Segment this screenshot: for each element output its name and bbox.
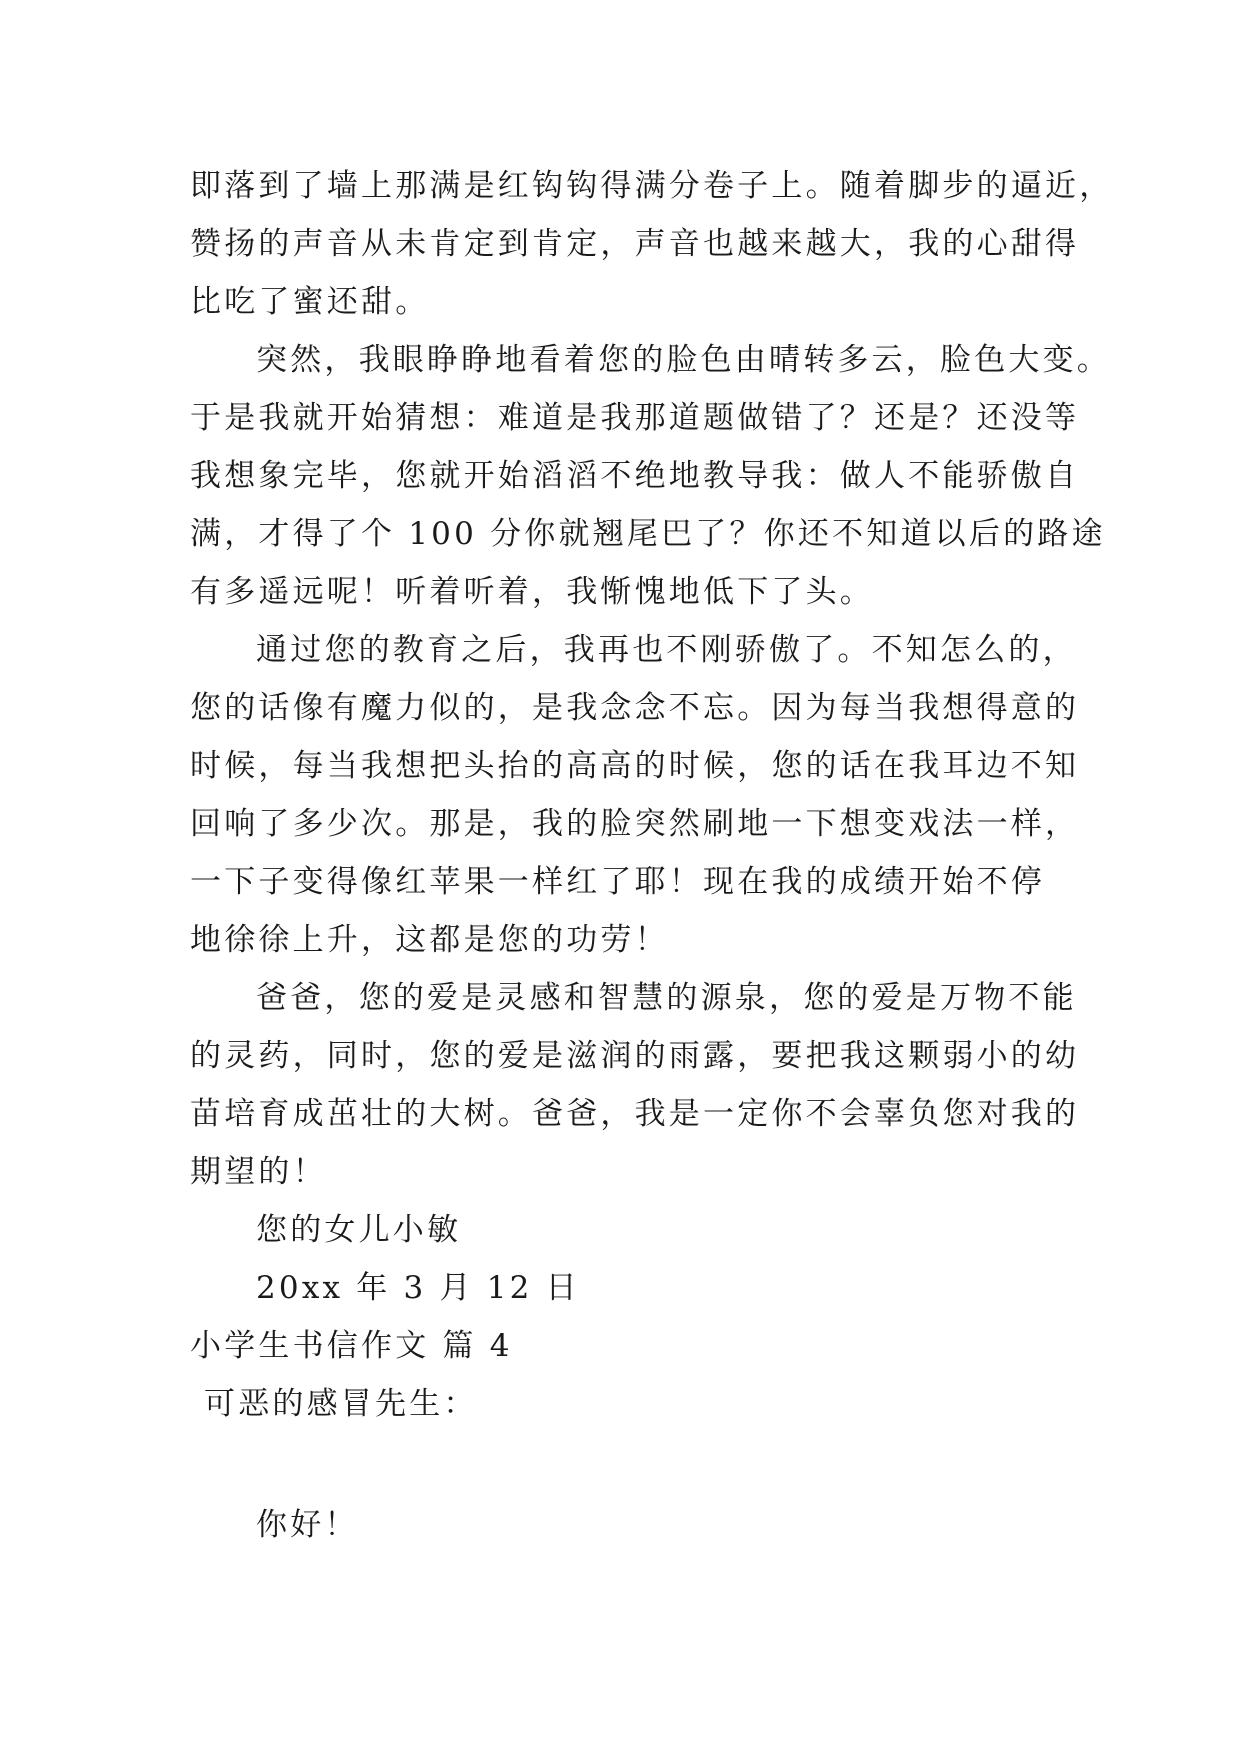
greeting: 你好！ [256, 1507, 359, 1543]
salutation: 可恶的感冒先生： [204, 1386, 478, 1422]
text-line: 时候，每当我想把头抬的高高的时候，您的话在我耳边不知 [190, 748, 1080, 784]
signature: 您的女儿小敏 [256, 1212, 462, 1248]
text-line: 我想象完毕，您就开始滔滔不绝地教导我：做人不能骄傲自 [190, 458, 1080, 494]
paragraph-start-line: 突然，我眼睁睁地看着您的脸色由晴转多云，脸色大变。 [256, 342, 1111, 378]
text-line: 地徐徐上升，这都是您的功劳！ [190, 922, 669, 958]
text-line: 您的话像有魔力似的，是我念念不忘。因为每当我想得意的 [190, 690, 1080, 726]
text-line: 于是我就开始猜想：难道是我那道题做错了？还是？还没等 [190, 400, 1080, 436]
text-line: 的灵药，同时，您的爱是滋润的雨露，要把我这颗弱小的幼 [190, 1038, 1080, 1074]
text-line: 满，才得了个 100 分你就翘尾巴了？你还不知道以后的路途 [190, 516, 1106, 552]
text-line: 赞扬的声音从未肯定到肯定，声音也越来越大，我的心甜得 [190, 226, 1080, 262]
section-heading: 小学生书信作文 篇 4 [190, 1328, 513, 1364]
paragraph-start-line: 通过您的教育之后，我再也不刚骄傲了。不知怎么的， [256, 632, 1077, 668]
text-line: 一下子变得像红苹果一样红了耶！现在我的成绩开始不停 [190, 864, 1045, 900]
date-line: 20xx 年 3 月 12 日 [256, 1270, 580, 1306]
text-line: 期望的！ [190, 1154, 327, 1190]
text-line: 有多遥远呢！听着听着，我惭愧地低下了头。 [190, 574, 874, 610]
paragraph-start-line: 爸爸，您的爱是灵感和智慧的源泉，您的爱是万物不能 [256, 980, 1077, 1016]
text-line: 比吃了蜜还甜。 [190, 284, 430, 320]
text-line: 即落到了墙上那满是红钩钩得满分卷子上。随着脚步的逼近， [190, 168, 1114, 204]
text-line: 回响了多少次。那是，我的脸突然刷地一下想变戏法一样， [190, 806, 1080, 842]
text-line: 苗培育成茁壮的大树。爸爸，我是一定你不会辜负您对我的 [190, 1096, 1080, 1132]
